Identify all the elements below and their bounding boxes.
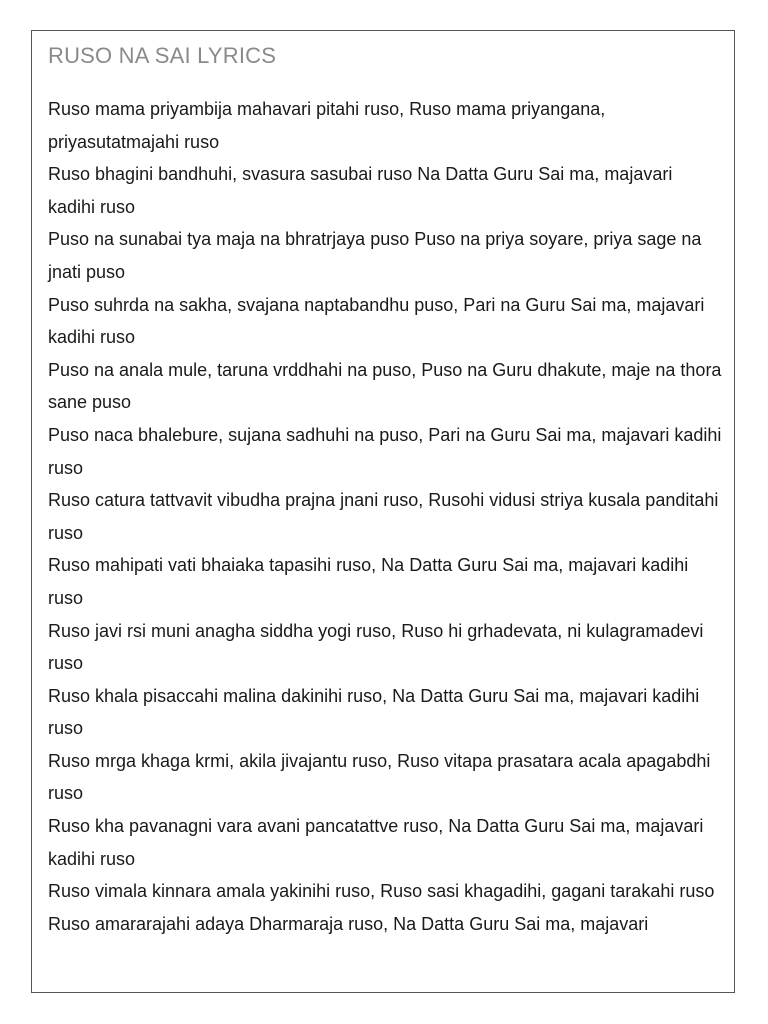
lyric-line: Ruso kha pavanagni vara avani pancatattve ruso, Na Datta Guru Sai ma, majavari kadihi ruso: [48, 816, 704, 869]
lyric-line: Ruso javi rsi muni anagha siddha yogi ruso, Ruso hi grhadevata, ni kulagramadevi ruso: [48, 620, 704, 674]
lyric-line: Puso naca bhalebure, sujana sadhuhi na puso, Pari na Guru Sai ma, majavari kadihi ruso: [48, 424, 722, 478]
lyric-line: Puso na anala mule, taruna vrddhahi na puso, Puso na Guru dhakute, maje na thora sane puso: [48, 359, 722, 413]
lyric-line: Ruso khala pisaccahi malina dakinihi ruso, Na Datta Guru Sai ma, majavari kadihi ruso: [48, 685, 700, 739]
lyric-line: Ruso mama priyambija mahavari pitahi ruso, Ruso mama priyangana, priyasutatmajahi ruso: [48, 99, 606, 152]
lyric-line: Puso na sunabai tya maja na bhratrjaya puso Puso na priya soyare, priya sage na jnati puso: [48, 229, 702, 282]
lyric-line: Ruso vimala kinnara amala yakinihi ruso, Ruso sasi khagadihi, gagani tarakahi ruso: [48, 881, 715, 902]
lyric-line: Ruso mahipati vati bhaiaka tapasihi ruso, Na Datta Guru Sai ma, majavari kadihi ruso: [48, 555, 689, 608]
lyric-line: Puso suhrda na sakha, svajana naptabandhu puso, Pari na Guru Sai ma, majavari kadihi ruso: [48, 294, 705, 348]
lyrics-card: [31, 30, 735, 993]
lyrics-body: [48, 93, 724, 940]
lyric-line: Ruso bhagini bandhuhi, svasura sasubai ruso Na Datta Guru Sai ma, majavari kadihi ruso: [48, 164, 673, 217]
page-title: RUSO NA SAI LYRICS: [48, 43, 277, 68]
lyric-line: Ruso catura tattvavit vibudha prajna jnani ruso, Rusohi vidusi striya kusala panditahi ruso: [48, 490, 719, 543]
lyric-line: Ruso amararajahi adaya Dharmaraja ruso, Na Datta Guru Sai ma, majavari: [48, 913, 649, 934]
lyric-line: Ruso mrga khaga krmi, akila jivajantu ruso, Ruso vitapa prasatara acala apagabdhi ruso: [48, 750, 711, 804]
